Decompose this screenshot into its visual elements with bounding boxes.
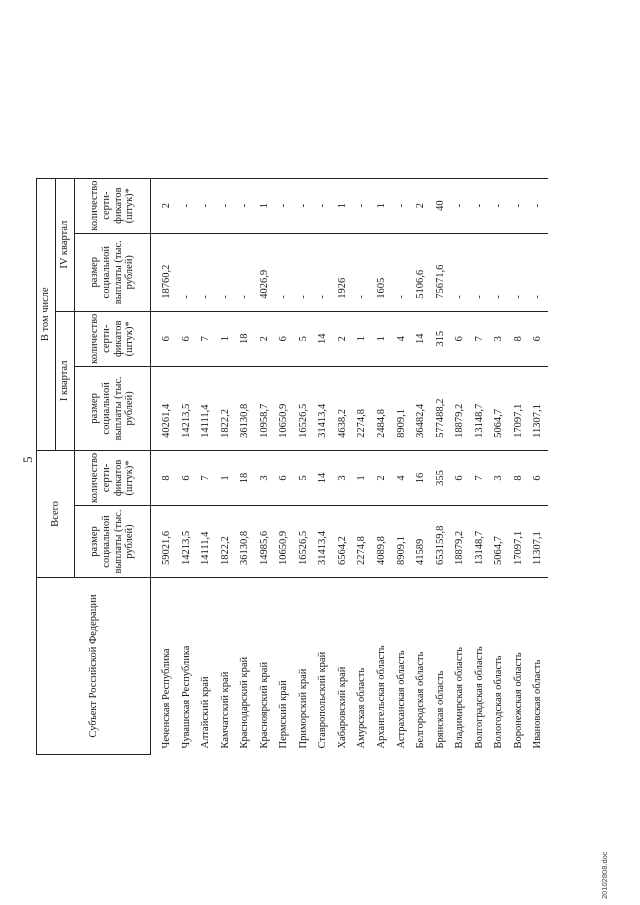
- q4-count-cell: 40: [431, 178, 451, 233]
- total-count-cell: 7: [196, 450, 216, 505]
- subject-cell: Амурская область: [352, 578, 372, 755]
- q4-amount-cell: -: [489, 233, 509, 311]
- q4-amount-cell: 18760,2: [151, 233, 177, 311]
- subject-cell: Ставропольский край: [313, 578, 333, 755]
- total-count-cell: 355: [431, 450, 451, 505]
- table-body: [151, 178, 548, 754]
- total-amount-cell: 14213,5: [177, 506, 197, 578]
- table-row: [489, 178, 509, 754]
- subject-cell: Алтайский край: [196, 578, 216, 755]
- header-q4-count: количество серти-фикатов (штук)*: [75, 178, 151, 233]
- subject-cell: Брянская область: [431, 578, 451, 755]
- total-count-cell: 5: [294, 450, 314, 505]
- q1-count-cell: 1: [352, 311, 372, 366]
- q4-count-cell: 1: [333, 178, 353, 233]
- q1-count-cell: 6: [450, 311, 470, 366]
- total-count-cell: 6: [450, 450, 470, 505]
- q4-amount-cell: -: [235, 233, 255, 311]
- q1-amount-cell: 5064,7: [489, 366, 509, 450]
- q4-count-cell: -: [450, 178, 470, 233]
- total-count-cell: 3: [489, 450, 509, 505]
- q4-amount-cell: -: [177, 233, 197, 311]
- header-total-count: количество серти-фикатов (штук)*: [75, 450, 151, 505]
- data-table: [36, 178, 548, 755]
- q4-count-cell: -: [274, 178, 294, 233]
- page-number: 5: [20, 456, 35, 463]
- header-q1-count: количество серти-фикатов (штук)*: [75, 311, 151, 366]
- total-count-cell: 2: [372, 450, 392, 505]
- table-row: [509, 178, 529, 754]
- total-amount-cell: 36130,8: [235, 506, 255, 578]
- q1-count-cell: 7: [470, 311, 490, 366]
- q1-count-cell: 7: [196, 311, 216, 366]
- total-count-cell: 6: [528, 450, 548, 505]
- q4-amount-cell: -: [313, 233, 333, 311]
- q4-amount-cell: -: [196, 233, 216, 311]
- total-amount-cell: 5064,7: [489, 506, 509, 578]
- q4-count-cell: -: [352, 178, 372, 233]
- subject-cell: Воронежская область: [509, 578, 529, 755]
- q1-count-cell: 18: [235, 311, 255, 366]
- q1-amount-cell: 2484,8: [372, 366, 392, 450]
- q1-amount-cell: 31413,4: [313, 366, 333, 450]
- q1-amount-cell: 4638,2: [333, 366, 353, 450]
- total-amount-cell: 17097,1: [509, 506, 529, 578]
- q4-amount-cell: -: [392, 233, 412, 311]
- q1-amount-cell: 8909,1: [392, 366, 412, 450]
- q4-count-cell: -: [528, 178, 548, 233]
- q4-amount-cell: -: [528, 233, 548, 311]
- q4-count-cell: -: [489, 178, 509, 233]
- total-amount-cell: 2274,8: [352, 506, 372, 578]
- q1-count-cell: 8: [509, 311, 529, 366]
- total-count-cell: 8: [151, 450, 177, 505]
- table-row: [216, 178, 236, 754]
- table-row: [313, 178, 333, 754]
- total-count-cell: 6: [274, 450, 294, 505]
- q4-count-cell: -: [392, 178, 412, 233]
- table-row: [431, 178, 451, 754]
- table-row: [470, 178, 490, 754]
- table-row: [352, 178, 372, 754]
- q1-amount-cell: 36130,8: [235, 366, 255, 450]
- q1-amount-cell: 13148,7: [470, 366, 490, 450]
- q4-amount-cell: -: [294, 233, 314, 311]
- subject-cell: Чувашская Республика: [177, 578, 197, 755]
- subject-cell: Владимирская область: [450, 578, 470, 755]
- q1-amount-cell: 36482,4: [411, 366, 431, 450]
- q1-amount-cell: 16526,5: [294, 366, 314, 450]
- table-row: [392, 178, 412, 754]
- table-row: [450, 178, 470, 754]
- q1-count-cell: 4: [392, 311, 412, 366]
- subject-cell: Белгородская область: [411, 578, 431, 755]
- q4-amount-cell: -: [216, 233, 236, 311]
- total-amount-cell: 16526,5: [294, 506, 314, 578]
- total-amount-cell: 18879,2: [450, 506, 470, 578]
- total-amount-cell: 41589: [411, 506, 431, 578]
- q1-count-cell: 2: [333, 311, 353, 366]
- total-amount-cell: 6564,2: [333, 506, 353, 578]
- q1-amount-cell: 14213,5: [177, 366, 197, 450]
- total-count-cell: 8: [509, 450, 529, 505]
- subject-cell: Ивановская область: [528, 578, 548, 755]
- q1-amount-cell: 18879,2: [450, 366, 470, 450]
- q1-count-cell: 6: [177, 311, 197, 366]
- q1-count-cell: 1: [372, 311, 392, 366]
- q1-amount-cell: 14111,4: [196, 366, 216, 450]
- q1-amount-cell: 17097,1: [509, 366, 529, 450]
- q4-amount-cell: -: [450, 233, 470, 311]
- table-row: [333, 178, 353, 754]
- q4-amount-cell: -: [274, 233, 294, 311]
- q4-count-cell: 2: [151, 178, 177, 233]
- q4-count-cell: -: [509, 178, 529, 233]
- header-total: Всего: [37, 450, 75, 577]
- q1-count-cell: 6: [151, 311, 177, 366]
- q4-count-cell: 1: [372, 178, 392, 233]
- q4-count-cell: -: [177, 178, 197, 233]
- q1-count-cell: 5: [294, 311, 314, 366]
- total-amount-cell: 10650,9: [274, 506, 294, 578]
- q1-count-cell: 14: [313, 311, 333, 366]
- total-count-cell: 3: [255, 450, 275, 505]
- header-subject: Субъект Российской Федерации: [37, 578, 151, 755]
- subject-cell: Приморский край: [294, 578, 314, 755]
- q1-amount-cell: 11307,1: [528, 366, 548, 450]
- table-row: [151, 178, 177, 754]
- total-amount-cell: 13148,7: [470, 506, 490, 578]
- total-amount-cell: 653159,8: [431, 506, 451, 578]
- q4-count-cell: 1: [255, 178, 275, 233]
- q4-amount-cell: 5106,6: [411, 233, 431, 311]
- q4-amount-cell: -: [352, 233, 372, 311]
- table-row: [196, 178, 216, 754]
- subject-cell: Пермский край: [274, 578, 294, 755]
- subject-cell: Волгоградская область: [470, 578, 490, 755]
- total-count-cell: 1: [216, 450, 236, 505]
- header-total-amount: размер социальной выплаты (тыс. рублей): [75, 506, 151, 578]
- total-count-cell: 4: [392, 450, 412, 505]
- q1-amount-cell: 10958,7: [255, 366, 275, 450]
- subject-cell: Астраханская область: [392, 578, 412, 755]
- q1-amount-cell: 577488,2: [431, 366, 451, 450]
- q1-amount-cell: 1822,2: [216, 366, 236, 450]
- total-amount-cell: 1822,2: [216, 506, 236, 578]
- q4-count-cell: -: [235, 178, 255, 233]
- total-count-cell: 18: [235, 450, 255, 505]
- subject-cell: Архангельская область: [372, 578, 392, 755]
- q1-amount-cell: 10650,9: [274, 366, 294, 450]
- file-name: 20102808.doc: [600, 851, 609, 899]
- table-row: [294, 178, 314, 754]
- subject-cell: Камчатский край: [216, 578, 236, 755]
- q1-count-cell: 1: [216, 311, 236, 366]
- q1-count-cell: 3: [489, 311, 509, 366]
- header-including: В том числе: [37, 178, 56, 450]
- header-q1-amount: размер социальной выплаты (тыс. рублей): [75, 366, 151, 450]
- total-amount-cell: 11307,1: [528, 506, 548, 578]
- total-amount-cell: 8909,1: [392, 506, 412, 578]
- table-row: [235, 178, 255, 754]
- header-q4-amount: размер социальной выплаты (тыс. рублей): [75, 233, 151, 311]
- q4-count-cell: -: [216, 178, 236, 233]
- q4-amount-cell: 1605: [372, 233, 392, 311]
- q4-count-cell: -: [470, 178, 490, 233]
- table-row: [528, 178, 548, 754]
- total-count-cell: 6: [177, 450, 197, 505]
- total-amount-cell: 14985,6: [255, 506, 275, 578]
- total-amount-cell: 31413,4: [313, 506, 333, 578]
- table-row: [411, 178, 431, 754]
- q4-count-cell: 2: [411, 178, 431, 233]
- total-amount-cell: 4089,8: [372, 506, 392, 578]
- total-count-cell: 14: [313, 450, 333, 505]
- total-count-cell: 3: [333, 450, 353, 505]
- q4-count-cell: -: [196, 178, 216, 233]
- total-amount-cell: 14111,4: [196, 506, 216, 578]
- q4-amount-cell: -: [470, 233, 490, 311]
- q1-count-cell: 6: [274, 311, 294, 366]
- q4-amount-cell: 75671,6: [431, 233, 451, 311]
- header-q4: IV квартал: [56, 178, 75, 311]
- total-amount-cell: 59021,6: [151, 506, 177, 578]
- subject-cell: Вологодская область: [489, 578, 509, 755]
- total-count-cell: 16: [411, 450, 431, 505]
- q4-count-cell: -: [313, 178, 333, 233]
- subject-cell: Хабаровский край: [333, 578, 353, 755]
- q4-amount-cell: 4026,9: [255, 233, 275, 311]
- q4-amount-cell: -: [509, 233, 529, 311]
- q1-count-cell: 14: [411, 311, 431, 366]
- q1-count-cell: 315: [431, 311, 451, 366]
- q1-amount-cell: 40261,4: [151, 366, 177, 450]
- subject-cell: Чеченская Республика: [151, 578, 177, 755]
- q1-amount-cell: 2274,8: [352, 366, 372, 450]
- q1-count-cell: 6: [528, 311, 548, 366]
- q4-count-cell: -: [294, 178, 314, 233]
- total-count-cell: 7: [470, 450, 490, 505]
- table-row: [372, 178, 392, 754]
- table-row: [177, 178, 197, 754]
- header-q1: I квартал: [56, 311, 75, 450]
- table-row: [255, 178, 275, 754]
- table-row: [274, 178, 294, 754]
- total-count-cell: 1: [352, 450, 372, 505]
- q1-count-cell: 2: [255, 311, 275, 366]
- subject-cell: Красноярский край: [255, 578, 275, 755]
- subject-cell: Краснодарский край: [235, 578, 255, 755]
- q4-amount-cell: 1926: [333, 233, 353, 311]
